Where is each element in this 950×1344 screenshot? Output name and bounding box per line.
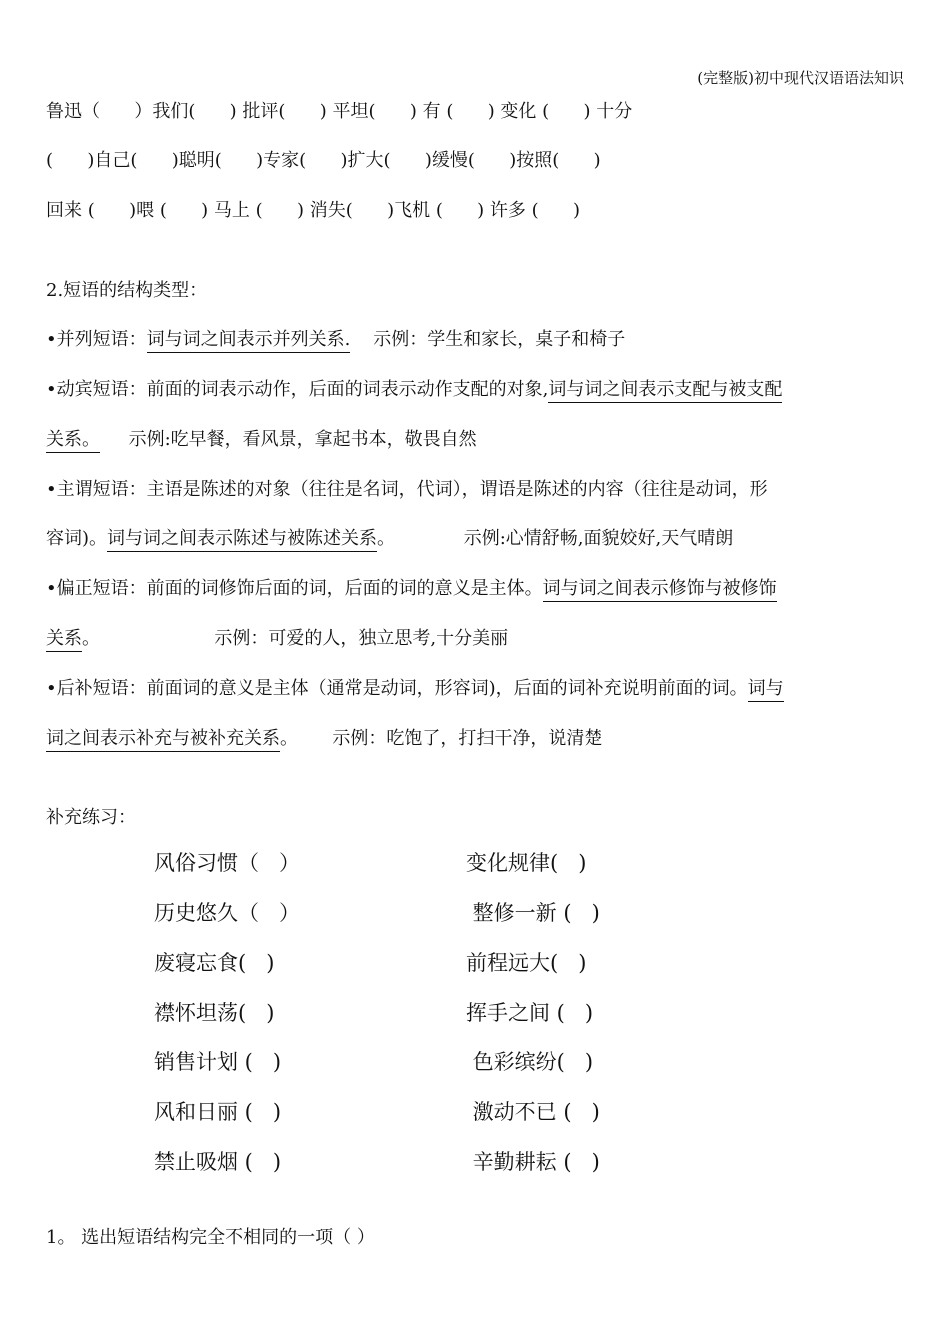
practice-item-right: 前程远大( ) bbox=[466, 951, 587, 975]
type-definition: 词与词之间表示并列关系. bbox=[147, 329, 351, 353]
practice-item-left: 襟怀坦荡( ) bbox=[154, 1001, 275, 1025]
practice-item-left: 风和日丽 ( ) bbox=[154, 1100, 282, 1124]
type-lead: •偏正短语： bbox=[46, 578, 147, 599]
type-complement-cont bbox=[46, 727, 602, 751]
page-header: (完整版)初中现代汉语语法知识 bbox=[697, 69, 904, 87]
type-lead: •并列短语： bbox=[46, 329, 147, 350]
type-subject-predicate-cont bbox=[46, 527, 733, 551]
type-lead: •主谓短语： bbox=[46, 479, 147, 500]
practice-title: 补充练习： bbox=[46, 807, 136, 828]
practice-item-right: 整修一新 ( ) bbox=[466, 901, 600, 925]
practice-item-right: 激动不已 ( ) bbox=[466, 1100, 600, 1124]
type-description: 主语是陈述的对象（往往是名词，代词），谓语是陈述的内容（往往是动词，形 bbox=[146, 479, 768, 500]
type-lead: •后补短语： bbox=[46, 678, 147, 699]
practice-item-left: 历史悠久（ ） bbox=[154, 901, 301, 925]
fill-line-3: 回来 ( )喂 ( ) 马上 ( ) 消失( )飞机 ( ) 许多 ( ) bbox=[46, 200, 581, 221]
type-verb-object-cont bbox=[46, 428, 477, 452]
type-definition: 词与词之间表示陈述与被陈述关系 bbox=[107, 528, 377, 552]
section-title: 2.短语的结构类型： bbox=[46, 280, 208, 301]
type-lead: •动宾短语： bbox=[46, 379, 147, 400]
practice-item-left: 风俗习惯（ ） bbox=[154, 851, 301, 875]
type-modifier-head-cont bbox=[46, 627, 508, 651]
type-definition: 词与 bbox=[748, 678, 784, 702]
fill-line-2: ( )自己( )聪明( )专家( )扩大( )缓慢( )按照( ) bbox=[46, 150, 601, 171]
practice-item-left: 废寝忘食( ) bbox=[154, 951, 275, 975]
fill-line-1: 鲁迅（ ）我们( ) 批评( ) 平坦( ) 有 ( ) 变化 ( ) 十分 bbox=[46, 101, 633, 122]
type-example: 。 示例:心情舒畅,面貌姣好,天气晴朗 bbox=[377, 528, 734, 549]
practice-item-left: 禁止吸烟 ( ) bbox=[154, 1150, 282, 1174]
practice-item-right: 挥手之间 ( ) bbox=[466, 1001, 594, 1025]
practice-item-left: 销售计划 ( ) bbox=[154, 1050, 282, 1074]
practice-item-right: 色彩缤纷( ) bbox=[466, 1050, 594, 1074]
type-modifier-head bbox=[46, 577, 777, 601]
type-verb-object bbox=[46, 378, 782, 402]
type-definition-cont: 词之间表示补充与被补充关系 bbox=[46, 728, 280, 752]
type-coordinate bbox=[46, 328, 625, 352]
type-description: 前面的词表示动作，后面的词表示动作支配的对象, bbox=[146, 379, 549, 400]
type-example: 。 示例：可爱的人，独立思考,十分美丽 bbox=[82, 628, 509, 649]
type-definition-cont: 关系 bbox=[46, 628, 82, 652]
type-example: 示例:吃早餐，看风景，拿起书本，敬畏自然 bbox=[100, 429, 477, 450]
type-subject-predicate bbox=[46, 478, 768, 502]
type-description: 前面的词修饰后面的词，后面的词的意义是主体。 bbox=[146, 578, 543, 599]
type-description-cont: 容词)。 bbox=[46, 528, 108, 549]
question-1: 1。 选出短语结构完全不相同的一项（ ） bbox=[46, 1227, 375, 1248]
type-example: 示例：学生和家长，桌子和椅子 bbox=[350, 329, 626, 350]
type-example: 。 示例：吃饱了，打扫干净，说清楚 bbox=[280, 728, 603, 749]
practice-item-right: 辛勤耕耘 ( ) bbox=[466, 1150, 600, 1174]
type-definition-cont: 关系。 bbox=[46, 429, 100, 453]
type-definition: 词与词之间表示修饰与被修饰 bbox=[543, 578, 777, 602]
type-definition: 词与词之间表示支配与被支配 bbox=[548, 379, 782, 403]
practice-item-right: 变化规律( ) bbox=[466, 851, 587, 875]
type-complement bbox=[46, 677, 784, 701]
type-description: 前面词的意义是主体（通常是动词，形容词)，后面的词补充说明前面的词。 bbox=[146, 678, 748, 699]
